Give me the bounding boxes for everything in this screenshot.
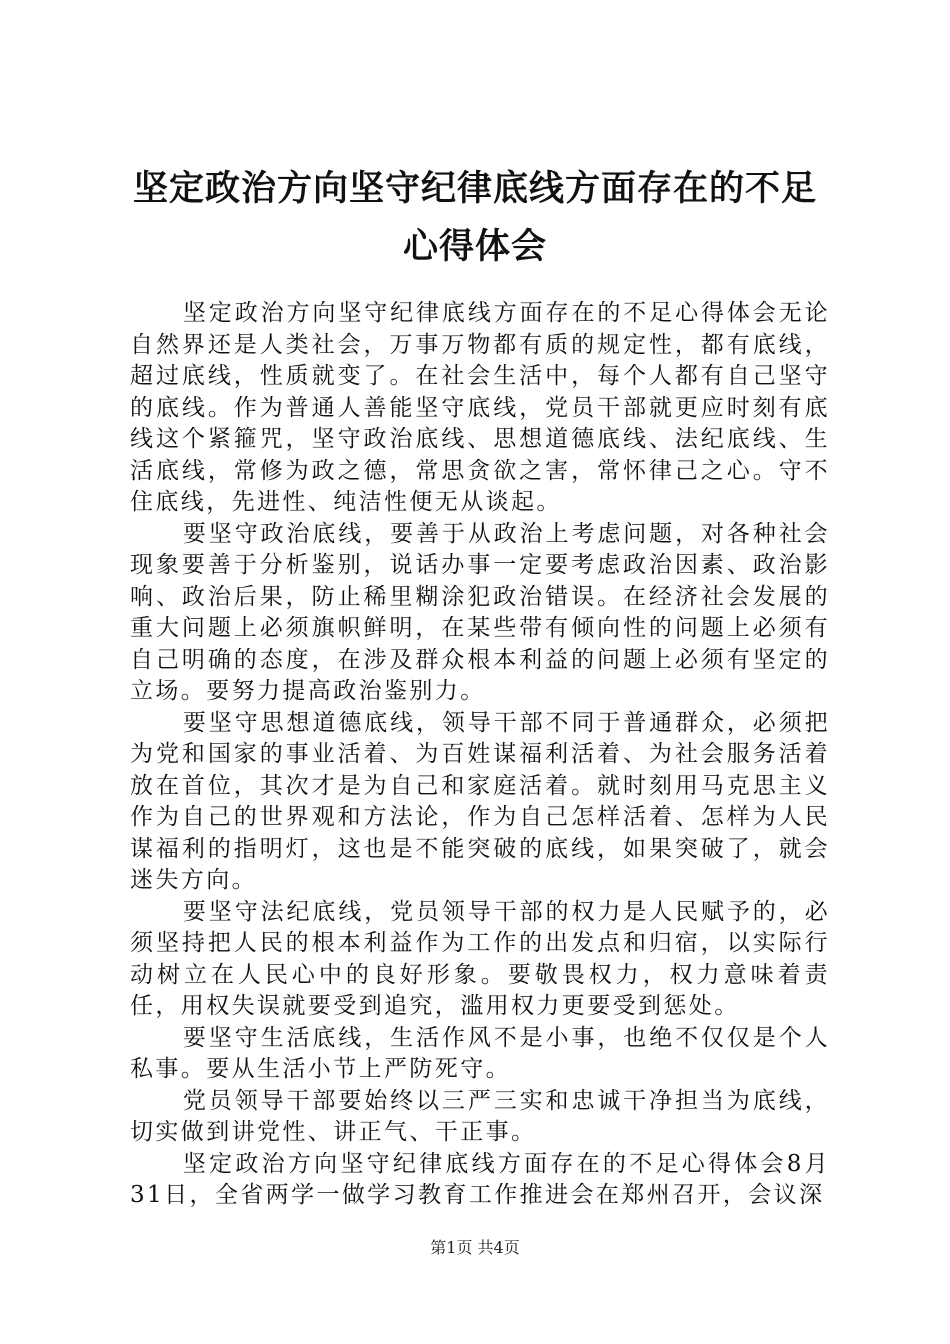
document-body	[130, 298, 830, 1212]
paragraph-7: 坚定政治方向坚守纪律底线方面存在的不足心得体会8月31日，全省两学一做学习教育工作推进会在郑州召开，会议深	[130, 1150, 830, 1208]
paragraph-3: 要坚守思想道德底线，领导干部不同于普通群众，必须把为党和国家的事业活着、为百姓谋福利活着、为社会服务活着放在首位，其次才是为自己和家庭活着。就时刻用马克思主义作为自己的世界观和方法论，作为自己怎样活着、怎样为人民谋福利的指明灯，这也是不能突破的底线，如果突破了，就会迷失方向。	[130, 709, 830, 893]
paragraph-4: 要坚守法纪底线，党员领导干部的权力是人民赋予的，必须坚持把人民的根本利益作为工作的出发点和归宿，以实际行动树立在人民心中的良好形象。要敬畏权力，权力意味着责任，用权失误就要受到追究，滥用权力更要受到惩处。	[130, 898, 830, 1019]
paragraph-5: 要坚守生活底线，生活作风不是小事，也绝不仅仅是个人私事。要从生活小节上严防死守。	[130, 1024, 830, 1082]
paragraph-6: 党员领导干部要始终以三严三实和忠诚干净担当为底线，切实做到讲党性、讲正气、干正事。	[130, 1087, 830, 1145]
document-title: 坚定政治方向坚守纪律底线方面存在的不足心得体会	[132, 169, 817, 267]
page-number-footer: 第1页 共4页	[430, 1238, 520, 1257]
paragraph-2: 要坚守政治底线，要善于从政治上考虑问题，对各种社会现象要善于分析鉴别，说话办事一定要考虑政治因素、政治影响、政治后果，防止稀里糊涂犯政治错误。在经济社会发展的重大问题上必须旗帜鲜明，在某些带有倾向性的问题上必须有自己明确的态度，在涉及群众根本利益的问题上必须有坚定的立场。要努力提高政治鉴别力。	[130, 520, 830, 704]
paragraph-1: 坚定政治方向坚守纪律底线方面存在的不足心得体会无论自然界还是人类社会，万事万物都有质的规定性，都有底线，超过底线，性质就变了。在社会生活中，每个人都有自己坚守的底线。作为普通人善能坚守底线，党员干部就更应时刻有底线这个紧箍咒，坚守政治底线、思想道德底线、法纪底线、生活底线，常修为政之德，常思贪欲之害，常怀律己之心。守不住底线，先进性、纯洁性便无从谈起。	[130, 300, 830, 515]
